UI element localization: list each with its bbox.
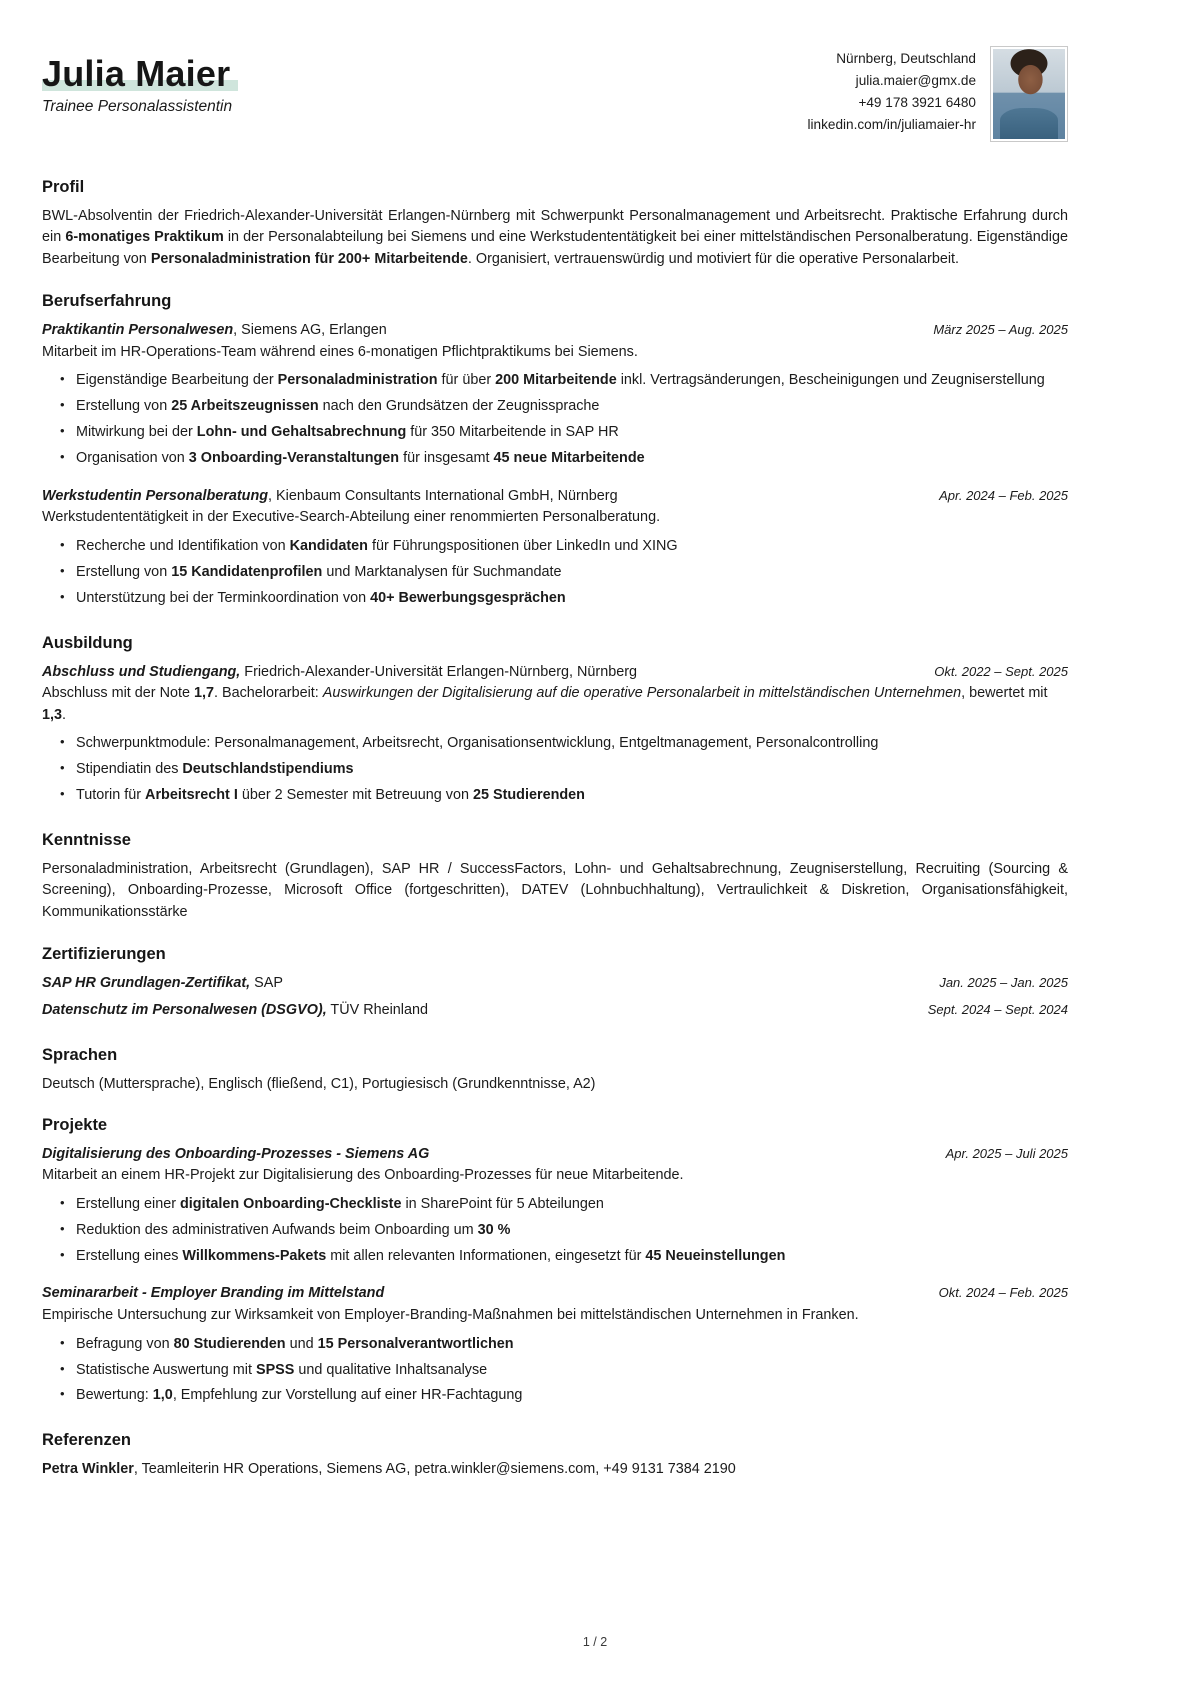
page-number: 1 / 2 [582,1635,608,1649]
bullet-pre: Recherche und Identifikation von [76,537,290,554]
name-wrapper [42,53,231,94]
entry-summary: Mitarbeit im HR-Operations-Team während eines 6-monatigen Pflichtpraktikums bei Siemens. [42,343,638,360]
section-heading-berufserfahrung [42,292,171,311]
heading-text: Kenntnisse [42,831,131,850]
entry-bullet-list [42,1334,1068,1408]
bullet-pre: Schwerpunktmodule: Personalmanagement, Arbeitsrecht, Organisationsentwicklung, Entgeltmanagement, Personalcontrolling [76,735,879,752]
entry-company: , Siemens AG, Erlangen [233,321,387,338]
bullet-mid: und qualitative Inhaltsanalyse [294,1361,488,1378]
section-heading-profil [42,178,84,197]
cert-issuer: TÜV Rheinland [326,1001,429,1018]
section-heading-zertifizierungen [42,945,166,964]
profil-bold-1: 6-monatiges Praktikum [65,229,224,246]
heading-text: Berufserfahrung [42,291,172,310]
bullet-mid: und [285,1335,318,1352]
bullet-mid: für über [437,372,496,389]
bullet-pre: Erstellung von [76,563,172,580]
entry-summary: Mitarbeit an einem HR-Projekt zur Digitalisierung des Onboarding-Prozesses für neue Mitarbeitende. [42,1167,684,1184]
job-title: Trainee Personalassistentin [42,98,233,115]
heading-text: Zertifizierungen [42,945,166,964]
contact-email[interactable]: julia.maier@gmx.de [855,73,976,89]
entry-summary: Werkstudententätigkeit in der Executive-Search-Abteilung einer renommierten Personalberatung. [42,509,661,526]
contact-details [808,46,976,136]
heading-text: Sprachen [42,1046,118,1065]
entry-date: März 2025 – Aug. 2025 [933,321,1068,337]
list-item [74,759,1068,781]
bullet-pre: Erstellung eines [76,1247,183,1264]
bullet-pre: Organisation von [76,449,189,466]
bullet-bold-2: 200 Mitarbeitende [495,372,617,389]
list-item [74,1385,1068,1407]
entry-date: Okt. 2022 – Sept. 2025 [934,663,1068,679]
bullet-mid: mit allen relevanten Informationen, eingesetzt für [326,1247,646,1264]
entry-institution: Friedrich-Alexander-Universität Erlangen-Nürnberg, Nürnberg [240,663,637,680]
list-item [74,422,1068,444]
entry-bullet-list [42,733,1068,807]
bullet-bold-1: Willkommens-Pakets [182,1247,327,1264]
bullet-pre: Statistische Auswertung mit [76,1361,256,1378]
heading-text: Referenzen [42,1431,131,1450]
entry-title [42,662,637,684]
bullet-pre: Befragung von [76,1335,174,1352]
list-item [74,1360,1068,1382]
reference-details: , Teamleiterin HR Operations, Siemens AG, petra.winkler@siemens.com, +49 9131 7384 2190 [133,1461,736,1478]
section-heading-ausbildung [42,634,133,653]
bullet-pre: Mitwirkung bei der [76,423,197,440]
spacer [42,474,1068,486]
heading-text: Profil [42,178,85,196]
edu-grade-1: 1,7 [193,685,214,702]
bullet-post: inkl. Vertragsänderungen, Bescheinigungen und Zeugniserstellung [616,372,1045,389]
reference-name: Petra Winkler [42,1461,134,1478]
bullet-bold-1: Kandidaten [289,537,368,554]
cert-issuer: SAP [250,975,283,992]
experience-entry [42,320,1068,470]
list-item [74,562,1068,584]
bullet-pre: Tutorin für [76,787,146,804]
bullet-mid: für Führungspositionen über LinkedIn und XING [367,537,678,554]
bullet-pre: Erstellung einer [76,1195,180,1212]
entry-bullet-list [42,1194,1068,1268]
cert-name: Datenschutz im Personalwesen (DSGVO), [42,1001,327,1018]
bullet-pre: Bewertung: [76,1387,153,1404]
header-contact-block [808,46,1068,142]
entry-title [42,486,618,508]
edu-thesis-title: Auswirkungen der Digitalisierung auf die operative Personalarbeit in mittelständischen Unternehmen [322,685,962,702]
bullet-pre: Erstellung von [76,398,172,415]
certification-row [42,1000,1068,1022]
entry-header [42,1144,1068,1166]
profil-bold-2: Personaladministration für 200+ Mitarbeitende [150,250,468,267]
avatar-image [993,49,1065,139]
skills-paragraph: Personaladministration, Arbeitsrecht (Grundlagen), SAP HR / SuccessFactors, Lohn- und Gehaltsabrechnung, Zeugniserstellung, Recruiting (Sourcing & Screening), Onboarding-Prozesse, Microsoft Office (fortgeschritten), DATEV (Lohnbuchhaltung), Vertraulichkeit & Diskretion, Organisationsfähigkeit, Kommunikationsstärke [42,861,1068,920]
bullet-mid: und Marktanalysen für Suchmandate [322,563,562,580]
bullet-bold-1: Arbeitsrecht I [145,787,238,804]
entry-title [42,1283,384,1305]
contact-location: Nürnberg, Deutschland [836,51,976,66]
avatar [990,46,1068,142]
project-name: Digitalisierung des Onboarding-Prozesses - Siemens AG [42,1145,430,1162]
bullet-bold-1: 30 % [477,1221,511,1238]
bullet-mid: , Empfehlung zur Vorstellung auf einer HR-Fachtagung [172,1387,523,1404]
section-heading-sprachen [42,1046,117,1065]
education-entry [42,662,1068,808]
certification-row [42,973,1068,995]
header-identity [42,46,232,116]
entry-title [42,320,387,342]
list-item [74,1334,1068,1356]
certification-title [42,1000,428,1022]
bullet-bold-2: 15 Personalverantwortlichen [317,1335,514,1352]
entry-header [42,320,1068,342]
bullet-bold-1: Deutschlandstipendiums [182,761,354,778]
list-item [74,785,1068,807]
entry-header [42,1283,1068,1305]
entry-summary: Empirische Untersuchung zur Wirksamkeit von Employer-Branding-Maßnahmen bei mittelständischen Unternehmen in Franken. [42,1307,859,1324]
entry-bullet-list [42,370,1068,470]
list-item [74,1194,1068,1216]
entry-date: Apr. 2025 – Juli 2025 [945,1145,1068,1161]
entry-company: , Kienbaum Consultants International GmbH, Nürnberg [268,487,618,504]
project-entry [42,1144,1068,1268]
certification-title [42,973,283,995]
bullet-bold-1: 15 Kandidatenprofilen [171,563,323,580]
bullet-bold-1: 3 Onboarding-Veranstaltungen [188,449,400,466]
profil-paragraph [42,206,1068,270]
bullet-bold-2: 45 neue Mitarbeitende [493,449,645,466]
heading-text: Ausbildung [42,633,133,652]
bullet-bold-2: 25 Studierenden [473,787,585,804]
entry-degree: Abschluss und Studiengang, [42,663,241,680]
bullet-mid: nach den Grundsätzen der Zeugnissprache [318,398,600,415]
list-item [74,396,1068,418]
cert-date: Jan. 2025 – Jan. 2025 [939,975,1068,991]
section-heading-projekte [42,1116,107,1135]
section-heading-referenzen [42,1431,131,1450]
entry-header [42,486,1068,508]
experience-entry [42,486,1068,610]
bullet-bold-1: 25 Arbeitszeugnissen [171,398,319,415]
resume-header [42,46,1068,142]
bullet-bold-1: SPSS [255,1361,295,1378]
edu-grade-2: 1,3 [42,706,63,723]
spacer [42,1271,1068,1283]
entry-title [42,1144,429,1166]
profil-text-2: in der Personalabteilung bei Siemens und eine Werkstudententätigkeit bei einer mittelständischen Personalberatung. Eigenständige Bearbeitung von [42,229,1068,267]
bullet-pre: Eigenständige Bearbeitung der [76,372,278,389]
entry-date: Okt. 2024 – Feb. 2025 [938,1285,1068,1301]
project-entry [42,1283,1068,1407]
bullet-mid: für 350 Mitarbeitende in SAP HR [406,423,619,440]
bullet-bold-1: Personaladministration [277,372,438,389]
list-item [74,1246,1068,1268]
page-footer [0,1635,1190,1649]
edu-text-1: Abschluss mit der Note [42,685,194,702]
entry-role: Werkstudentin Personalberatung [42,487,269,504]
bullet-bold-1: digitalen Onboarding-Checkliste [180,1195,402,1212]
list-item [74,1220,1068,1242]
bullet-pre: Stipendiatin des [76,761,183,778]
cert-name: SAP HR Grundlagen-Zertifikat, [42,975,251,992]
reference-line [42,1459,1068,1480]
contact-linkedin[interactable]: linkedin.com/in/juliamaier-hr [807,117,976,133]
bullet-bold-1: Lohn- und Gehaltsabrechnung [196,423,407,440]
list-item [74,370,1068,392]
section-heading-kenntnisse [42,831,131,850]
list-item [74,536,1068,558]
list-item [74,448,1068,470]
bullet-bold-1: 80 Studierenden [173,1335,286,1352]
edu-text-4: . [62,706,67,723]
bullet-bold-1: 1,0 [152,1387,173,1404]
bullet-pre: Reduktion des administrativen Aufwands beim Onboarding um [76,1221,478,1238]
list-item [74,733,1068,755]
profil-text-3: . Organisiert, vertrauenswürdig und motiviert für die operative Personalarbeit. [467,250,960,267]
bullet-mid: für insgesamt [399,449,494,466]
page-title: Julia Maier [42,53,231,94]
bullet-pre: Unterstützung bei der Terminkoordination von [76,589,371,606]
project-name: Seminararbeit - Employer Branding im Mittelstand [42,1285,385,1302]
entry-bullet-list [42,536,1068,610]
entry-summary [42,683,1068,726]
cert-date: Sept. 2024 – Sept. 2024 [927,1001,1068,1017]
entry-role: Praktikantin Personalwesen [42,321,234,338]
bullet-mid: über 2 Semester mit Betreuung von [237,787,473,804]
profil-text-1: BWL-Absolventin der Friedrich-Alexander-Universität Erlangen-Nürnberg mit Schwerpunkt Personalmanagement und Arbeitsrecht. Praktische Erfahrung durch ein [42,208,1068,246]
entry-date: Apr. 2024 – Feb. 2025 [939,487,1068,503]
bullet-bold-1: 40+ Bewerbungsgesprächen [370,589,566,606]
edu-text-2: . Bachelorarbeit: [213,685,323,702]
bullet-bold-2: 45 Neueinstellungen [645,1247,786,1264]
entry-header [42,662,1068,684]
edu-text-3: , bewertet mit [961,685,1048,702]
contact-phone[interactable]: +49 178 3921 6480 [858,95,976,111]
heading-text: Projekte [42,1115,108,1134]
bullet-mid: in SharePoint für 5 Abteilungen [401,1195,604,1212]
languages-paragraph: Deutsch (Muttersprache), Englisch (fließend, C1), Portugiesisch (Grundkenntnisse, A2) [42,1076,596,1093]
list-item [74,588,1068,610]
